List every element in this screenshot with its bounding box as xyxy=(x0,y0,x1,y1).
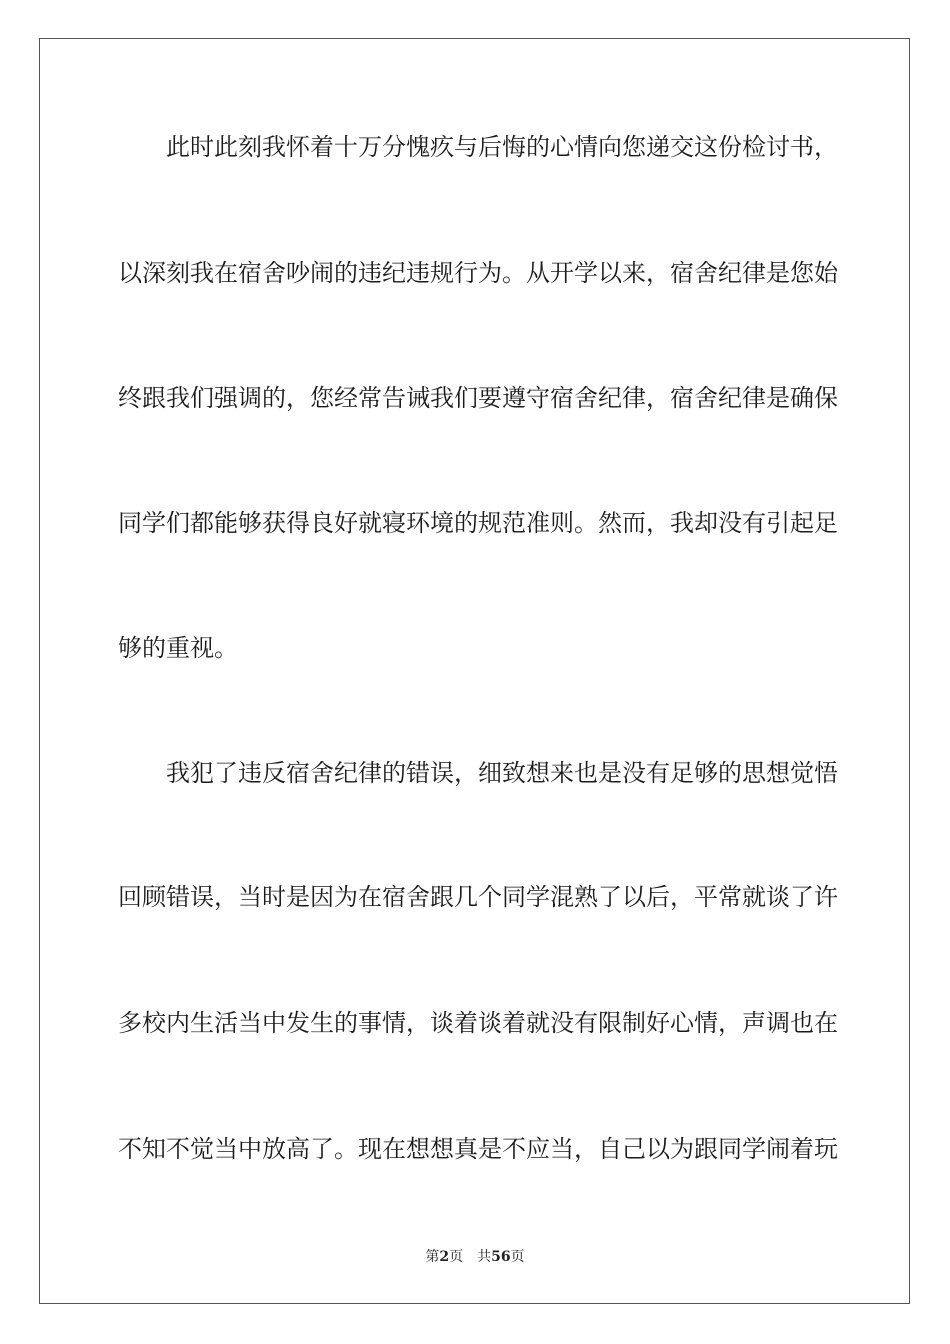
page-footer xyxy=(0,1248,950,1266)
text-line: 多校内生活当中发生的事情，谈着谈着就没有限制好心情，声调也在 xyxy=(118,1009,838,1037)
page-border xyxy=(39,38,910,1304)
text-line: 不知不觉当中放高了。现在想想真是不应当，自己以为跟同学闹着玩 xyxy=(118,1135,838,1163)
page-label-suffix: 页 xyxy=(449,1249,464,1265)
page-number: 2 xyxy=(439,1249,450,1265)
page-label-prefix: 第 xyxy=(425,1249,440,1265)
total-label-prefix: 共 xyxy=(477,1249,492,1265)
total-pages: 56 xyxy=(491,1249,511,1265)
text-line: 够的重视。 xyxy=(118,634,238,662)
total-label-suffix: 页 xyxy=(510,1249,525,1265)
text-line: 同学们都能够获得良好就寝环境的规范准则。然而，我却没有引起足 xyxy=(118,509,838,537)
text-line: 我犯了违反宿舍纪律的错误，细致想来也是没有足够的思想觉悟 xyxy=(118,759,838,787)
text-line: 此时此刻我怀着十万分愧疚与后悔的心情向您递交这份检讨书， xyxy=(118,133,838,161)
text-line: 以深刻我在宿舍吵闹的违纪违规行为。从开学以来，宿舍纪律是您始 xyxy=(118,259,838,287)
text-line: 终跟我们强调的，您经常告诫我们要遵守宿舍纪律，宿舍纪律是确保 xyxy=(118,384,838,412)
text-line: 回顾错误，当时是因为在宿舍跟几个同学混熟了以后，平常就谈了许 xyxy=(118,883,838,911)
